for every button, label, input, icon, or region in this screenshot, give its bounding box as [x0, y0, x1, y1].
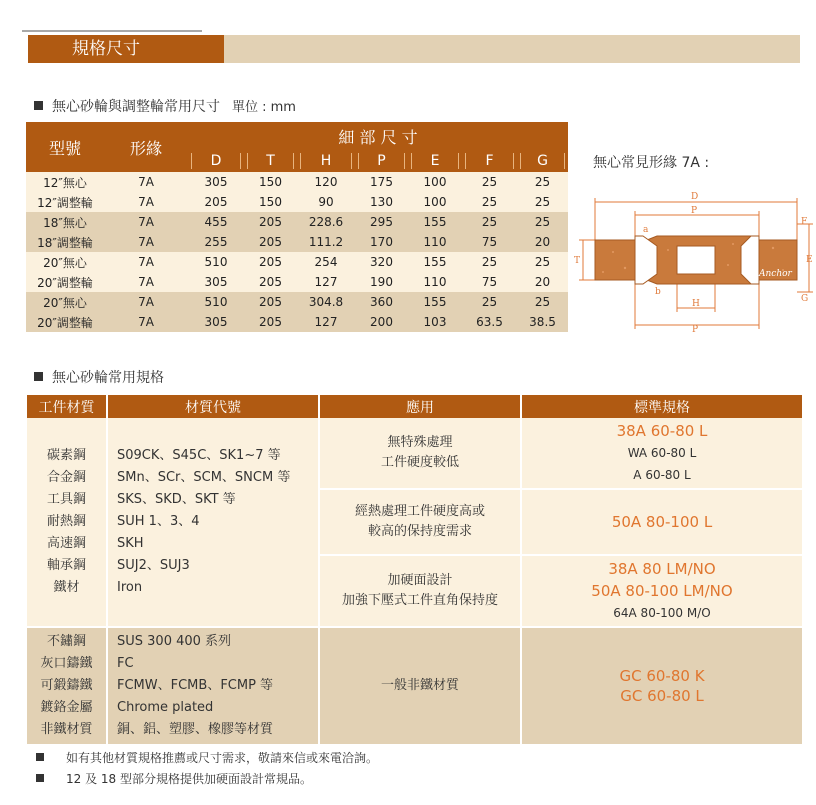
dim-cell: 100	[408, 192, 462, 212]
code-item: SUH 1、3、4	[117, 514, 200, 529]
material-item: 工具鋼	[46, 492, 86, 507]
diagram-title: 無心常見形緣 7A :	[593, 155, 710, 171]
unit-label: 單位 : mm	[232, 100, 296, 115]
material-item: 碳素鋼	[46, 448, 86, 463]
dim-cell: 25	[462, 212, 517, 232]
dim-cell: 255	[188, 232, 244, 252]
bullet-square-icon	[36, 753, 44, 761]
dim-cell: 170	[355, 232, 408, 252]
dim-cell: 25	[462, 252, 517, 272]
spec-row-3: 38A 80 LM/NO 50A 80-100 LM/NO 64A 80-100 M/O	[521, 555, 802, 627]
group2-materials	[27, 627, 107, 744]
section1-title	[34, 96, 296, 116]
bullet-square-icon	[34, 372, 43, 381]
model-cell: 20″調整輪	[26, 312, 104, 332]
dim-header-g: G	[517, 150, 568, 172]
dim-cell: 20	[517, 232, 568, 252]
label-f: F	[801, 217, 808, 227]
dim-cell: 175	[355, 172, 408, 192]
dim-cell: 103	[408, 312, 462, 332]
dim-header-t: T	[244, 150, 297, 172]
dim-cell: 130	[355, 192, 408, 212]
dim-cell: 305	[188, 172, 244, 192]
material-item: 灰口鑄鐵	[40, 656, 93, 671]
dim-cell: 20	[517, 272, 568, 292]
note-1: 如有其他材質規格推薦或尺寸需求，敬請來信或來電洽詢。	[36, 749, 378, 766]
model-cell: 12″調整輪	[26, 192, 104, 212]
header-material: 工件材質	[27, 395, 107, 418]
table-row	[26, 212, 568, 232]
page-title: 規格尺寸	[28, 35, 224, 63]
header-bar	[208, 35, 800, 63]
code-item: 銅、鋁、塑膠、橡膠等材質	[117, 722, 274, 737]
spec-row-2: 50A 80-100 L	[521, 489, 802, 555]
material-item: 鍍鉻金屬	[40, 700, 93, 715]
code-item: FCMW、FCMB、FCMP 等	[117, 678, 274, 693]
header-standard: 標準規格	[521, 395, 802, 418]
header-top-line	[22, 30, 202, 32]
dim-cell: 205	[188, 192, 244, 212]
dim-cell: 360	[355, 292, 408, 312]
dim-cell: 155	[408, 292, 462, 312]
wheel-7a-diagram	[573, 180, 813, 340]
dim-cell: 190	[355, 272, 408, 292]
material-item: 非鐵材質	[40, 722, 93, 737]
dim-cell: 155	[408, 212, 462, 232]
dim-cell: 25	[462, 192, 517, 212]
dim-cell: 205	[244, 252, 297, 272]
dim-cell: 75	[462, 232, 517, 252]
app-row-2: 經熱處理工件硬度高或 較高的保持度需求	[319, 489, 521, 555]
label-p: P	[691, 206, 698, 216]
dim-cell: 110	[408, 272, 462, 292]
dim-cell: 155	[408, 252, 462, 272]
material-item: 高速鋼	[46, 536, 86, 551]
dim-cell: 304.8	[297, 292, 355, 312]
code-item: SUS 300 400 系列	[117, 634, 232, 649]
dim-cell: 205	[244, 212, 297, 232]
model-cell: 20″調整輪	[26, 272, 104, 292]
dim-cell: 75	[462, 272, 517, 292]
dim-cell: 205	[244, 232, 297, 252]
shape-cell: 7A	[104, 252, 188, 272]
app-row-1: 無特殊處理 工件硬度較低	[319, 418, 521, 489]
shape-cell: 7A	[104, 232, 188, 252]
table-row	[26, 292, 568, 312]
material-item: 不鏽鋼	[46, 634, 86, 649]
label-t: T	[574, 256, 581, 266]
section-header	[22, 30, 802, 66]
dim-cell: 25	[462, 172, 517, 192]
spec-row-4: GC 60-80 K GC 60-80 L	[521, 627, 802, 744]
size-table	[26, 122, 568, 332]
material-item: 耐熱鋼	[46, 514, 86, 529]
table-row	[26, 312, 568, 332]
model-cell: 18″調整輪	[26, 232, 104, 252]
material-item: 鐵材	[53, 580, 80, 595]
table-row	[26, 172, 568, 192]
dim-cell: 510	[188, 292, 244, 312]
label-g: G	[801, 294, 809, 304]
dim-cell: 25	[517, 172, 568, 192]
material-item: 軸承鋼	[46, 558, 86, 573]
code-item: SKH	[117, 536, 144, 551]
dim-cell: 295	[355, 212, 408, 232]
wheel-bore	[677, 246, 715, 274]
material-item: 合金鋼	[46, 470, 86, 485]
bullet-square-icon	[34, 101, 43, 110]
dim-cell: 110	[408, 232, 462, 252]
group1-materials	[27, 418, 107, 627]
col-model: 型號	[26, 122, 104, 172]
dim-cell: 200	[355, 312, 408, 332]
dim-cell: 120	[297, 172, 355, 192]
dim-cell: 150	[244, 192, 297, 212]
dim-cell: 100	[408, 172, 462, 192]
group1-codes	[107, 418, 319, 627]
spec-table	[27, 395, 802, 744]
col-detail: 細 部 尺 寸	[188, 122, 568, 150]
dim-cell: 90	[297, 192, 355, 212]
dim-cell: 510	[188, 252, 244, 272]
group2-codes	[107, 627, 319, 744]
code-item: SUJ2、SUJ3	[117, 558, 190, 573]
bullet-square-icon	[36, 774, 44, 782]
dim-cell: 228.6	[297, 212, 355, 232]
shape-cell: 7A	[104, 172, 188, 192]
model-cell: 20″無心	[26, 292, 104, 312]
dim-cell: 63.5	[462, 312, 517, 332]
code-item: S09CK、S45C、SK1~7 等	[117, 448, 281, 463]
dim-header-e: E	[408, 150, 462, 172]
label-d: D	[691, 192, 699, 202]
shape-cell: 7A	[104, 312, 188, 332]
label-e: E	[806, 255, 813, 265]
label-a: a	[643, 225, 649, 235]
label-h: H	[692, 299, 700, 309]
code-item: Chrome plated	[117, 700, 214, 715]
model-cell: 18″無心	[26, 212, 104, 232]
table-row	[26, 252, 568, 272]
code-item: Iron	[117, 580, 143, 595]
dim-cell: 205	[244, 312, 297, 332]
dim-cell: 305	[188, 312, 244, 332]
header-code: 材質代號	[107, 395, 319, 418]
dim-cell: 205	[244, 272, 297, 292]
code-item: SKS、SKD、SKT 等	[117, 492, 236, 507]
code-item: FC	[117, 656, 134, 671]
code-item: SMn、SCr、SCM、SNCM 等	[117, 470, 291, 485]
header-application: 應用	[319, 395, 521, 418]
col-shape: 形緣	[104, 122, 188, 172]
label-b: b	[655, 287, 661, 297]
dim-cell: 455	[188, 212, 244, 232]
note-2: 12 及 18 型部分規格提供加硬面設計常規品。	[36, 770, 312, 787]
dim-cell: 25	[517, 212, 568, 232]
dim-header-h: H	[297, 150, 355, 172]
dim-header-p: P	[355, 150, 408, 172]
app-row-4: 一般非鐵材質	[319, 627, 521, 744]
dim-cell: 205	[244, 292, 297, 312]
dim-header-d: D	[188, 150, 244, 172]
shape-cell: 7A	[104, 212, 188, 232]
dim-cell: 127	[297, 272, 355, 292]
brand-logo: Anchor	[759, 269, 792, 279]
shape-cell: 7A	[104, 192, 188, 212]
dim-cell: 320	[355, 252, 408, 272]
dim-cell: 25	[517, 192, 568, 212]
dim-cell: 111.2	[297, 232, 355, 252]
table-row	[26, 272, 568, 292]
dim-cell: 254	[297, 252, 355, 272]
dim-cell: 150	[244, 172, 297, 192]
table-row	[26, 192, 568, 212]
label-p2: P	[692, 325, 699, 335]
dim-header-f: F	[462, 150, 517, 172]
dim-cell: 38.5	[517, 312, 568, 332]
model-cell: 20″無心	[26, 252, 104, 272]
dim-cell: 25	[517, 292, 568, 312]
table-row	[26, 232, 568, 252]
material-item: 可鍛鑄鐵	[40, 678, 93, 693]
section2-title-text: 無心砂輪常用規格	[52, 370, 164, 386]
shape-cell: 7A	[104, 272, 188, 292]
dim-cell: 25	[462, 292, 517, 312]
dim-cell: 25	[517, 252, 568, 272]
spec-row-1: 38A 60-80 L WA 60-80 L A 60-80 L	[521, 418, 802, 489]
dim-cell: 127	[297, 312, 355, 332]
app-row-3: 加硬面設計 加強下壓式工件直角保持度	[319, 555, 521, 627]
model-cell: 12″無心	[26, 172, 104, 192]
section1-title-text: 無心砂輪與調整輪常用尺寸	[52, 99, 220, 115]
dim-cell: 305	[188, 272, 244, 292]
shape-cell: 7A	[104, 292, 188, 312]
section2-title	[34, 367, 164, 387]
